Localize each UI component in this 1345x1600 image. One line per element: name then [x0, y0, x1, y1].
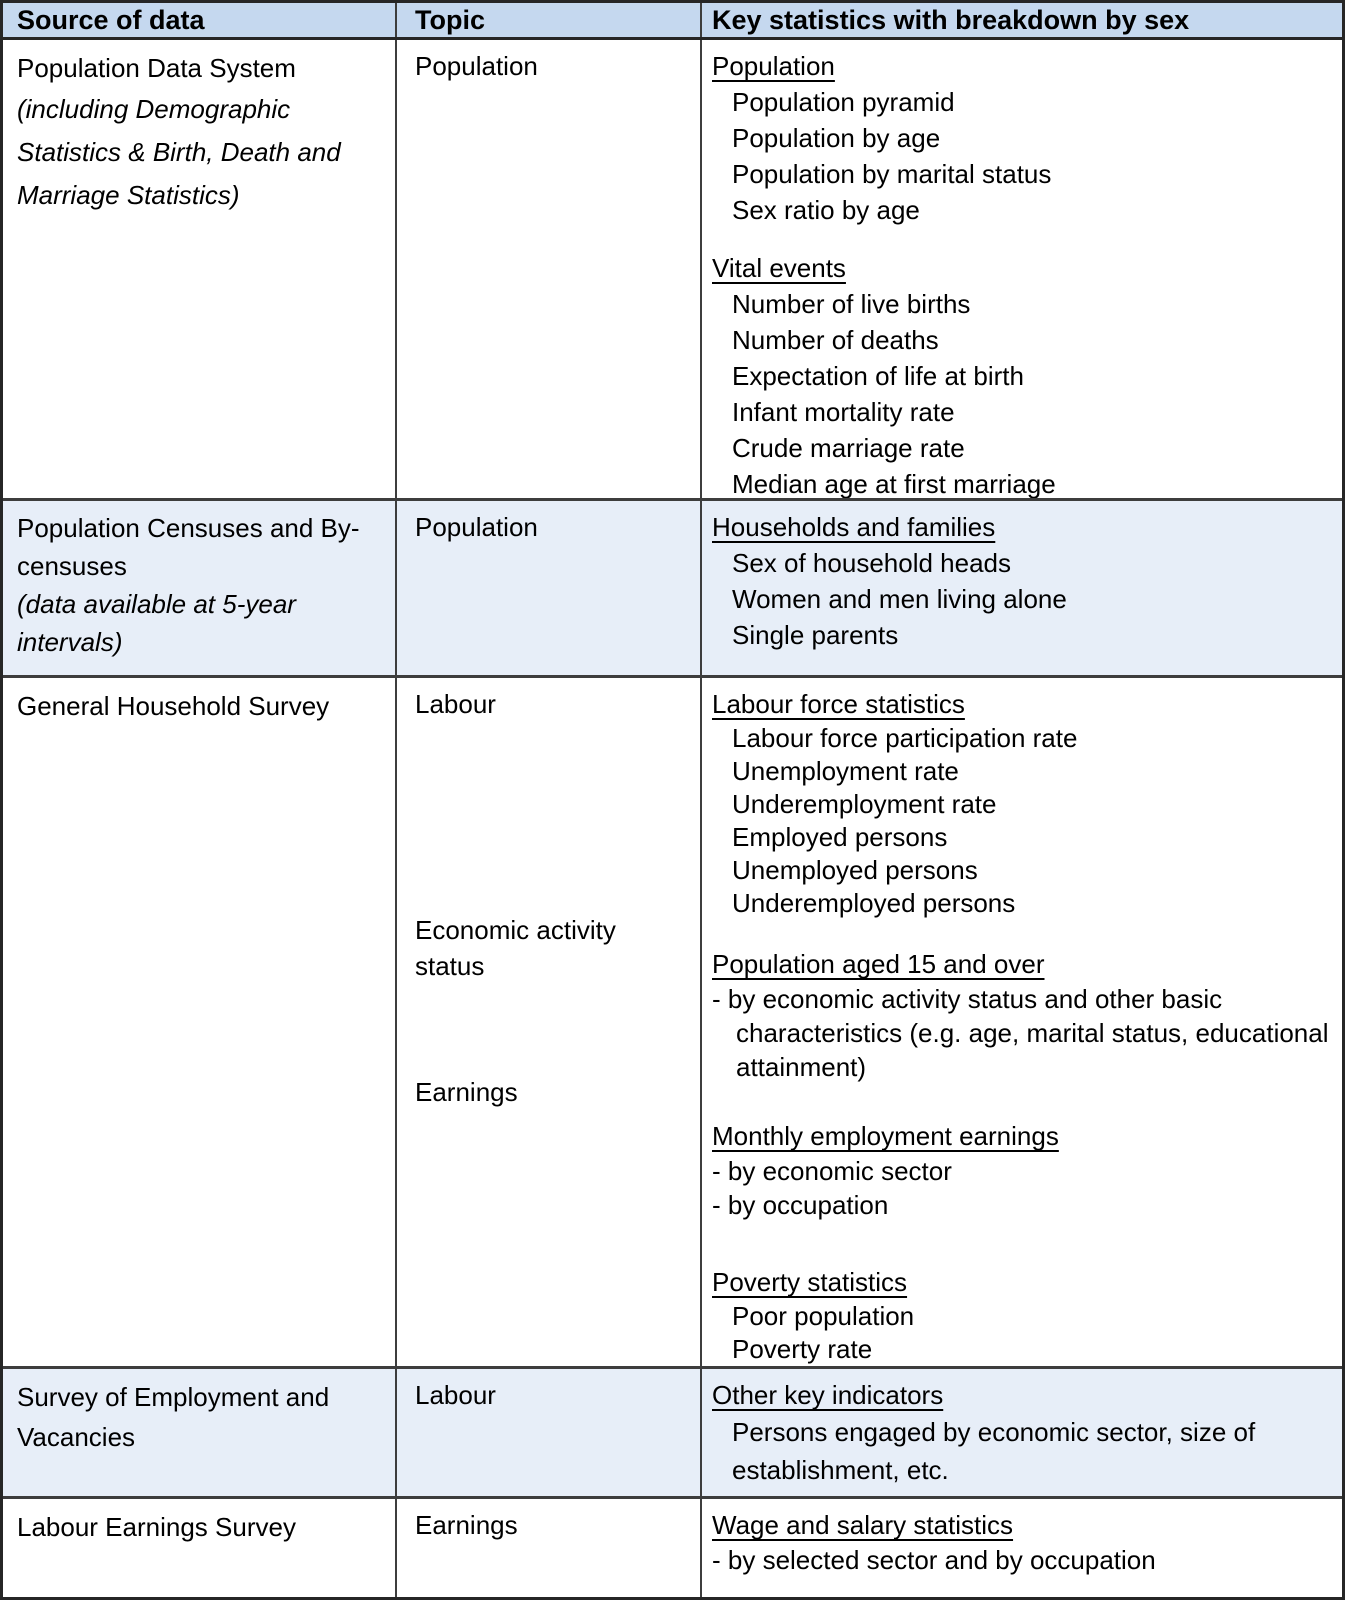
source-note: (including Demographic Statistics & Birth, Death and Marriage Statistics)	[17, 94, 341, 210]
source-cell	[3, 1499, 397, 1597]
topic-label: Earnings	[415, 1510, 518, 1540]
statistic-item: Poverty rate	[732, 1334, 873, 1364]
table-row-survey-of-employment-and-vacancies	[3, 1369, 1342, 1499]
topic-label-labour: Labour	[415, 689, 496, 719]
topic-label: Population	[415, 51, 538, 81]
section-heading: Other key indicators	[712, 1380, 944, 1410]
section-heading: Poverty statistics	[712, 1267, 908, 1297]
topic-cell	[397, 1369, 702, 1496]
statistic-item: Unemployed persons	[732, 855, 978, 885]
section-vital-events	[712, 246, 1332, 498]
topic-label: Labour	[415, 1380, 496, 1410]
source-name: General Household Survey	[17, 691, 330, 721]
statistic-item: Poor population	[732, 1301, 915, 1331]
section-population	[712, 44, 1332, 228]
section-heading: Households and families	[712, 512, 996, 542]
topic-cell	[397, 501, 702, 675]
topic-cell	[397, 678, 702, 1366]
source-name: Survey of Employment and Vacancies	[17, 1382, 330, 1452]
source-name: Population Censuses and By-censuses	[17, 513, 360, 581]
section-heading: Vital events	[712, 253, 846, 283]
source-cell	[3, 40, 397, 498]
table-row-population-censuses	[3, 501, 1342, 678]
statistic-item: Persons engaged by economic sector, size of establishment, etc.	[732, 1417, 1256, 1485]
section-population-aged-15-and-over	[712, 942, 1332, 1084]
source-note: (data available at 5-year intervals)	[17, 589, 296, 657]
table-header-row	[3, 3, 1342, 40]
topic-label-earnings: Earnings	[415, 1077, 518, 1107]
topic-cell	[397, 40, 702, 498]
section-heading: Labour force statistics	[712, 689, 965, 719]
header-topic: Topic	[397, 3, 702, 37]
source-name: Labour Earnings Survey	[17, 1512, 296, 1542]
section-other-key-indicators	[712, 1373, 1332, 1489]
statistic-dash-item: - by occupation	[712, 1190, 889, 1220]
topic-label: Population	[415, 512, 538, 542]
source-cell	[3, 501, 397, 675]
statistic-item: Infant mortality rate	[732, 397, 955, 427]
statistic-item: Population by age	[732, 123, 941, 153]
key-statistics-cell	[702, 1369, 1342, 1496]
section-heading: Population	[712, 51, 835, 81]
statistic-item: Sex of household heads	[732, 548, 1011, 578]
section-households-and-families	[712, 505, 1332, 653]
section-heading: Monthly employment earnings	[712, 1121, 1059, 1151]
section-heading: Wage and salary statistics	[712, 1510, 1014, 1540]
section-monthly-employment-earnings	[712, 1114, 1332, 1222]
header-key-statistics: Key statistics with breakdown by sex	[712, 5, 1190, 35]
statistic-item: Number of live births	[732, 289, 971, 319]
statistic-item: Number of deaths	[732, 325, 939, 355]
source-cell	[3, 678, 397, 1366]
source-name: Population Data System	[17, 53, 296, 83]
statistic-dash-item: - by selected sector and by occupation	[712, 1545, 1156, 1575]
topic-cell	[397, 1499, 702, 1597]
key-statistics-cell	[702, 501, 1342, 675]
statistic-item: Labour force participation rate	[732, 723, 1078, 753]
section-heading: Population aged 15 and over	[712, 949, 1045, 979]
statistic-item: Population by marital status	[732, 159, 1052, 189]
statistic-item: Single parents	[732, 620, 899, 650]
table-row-general-household-survey	[3, 678, 1342, 1369]
statistic-item: Sex ratio by age	[732, 195, 920, 225]
section-labour-force-statistics	[712, 682, 1332, 920]
key-statistics-cell	[702, 678, 1342, 1366]
section-wage-and-salary-statistics	[712, 1503, 1332, 1577]
topic-label-economic-activity-status: Economic activity status	[415, 915, 616, 981]
statistic-item: Underemployment rate	[732, 789, 997, 819]
statistic-dash-item: - by economic activity status and other basic characteristics (e.g. age, marital status, educational attainment)	[712, 984, 1329, 1082]
header-source-of-data: Source of data	[3, 3, 397, 37]
statistic-item: Crude marriage rate	[732, 433, 965, 463]
statistic-item: Population pyramid	[732, 87, 955, 117]
statistic-item: Employed persons	[732, 822, 948, 852]
statistic-item: Underemployed persons	[732, 888, 1016, 918]
key-statistics-cell	[702, 40, 1342, 498]
section-poverty-statistics	[712, 1260, 1332, 1366]
table-row-labour-earnings-survey	[3, 1499, 1342, 1597]
statistic-item: Unemployment rate	[732, 756, 959, 786]
statistic-item: Women and men living alone	[732, 584, 1067, 614]
statistic-dash-item: - by economic sector	[712, 1156, 952, 1186]
statistic-item: Median age at first marriage	[732, 469, 1056, 498]
table-row-population-data-system	[3, 40, 1342, 501]
source-cell	[3, 1369, 397, 1496]
statistic-item: Expectation of life at birth	[732, 361, 1024, 391]
key-statistics-cell	[702, 1499, 1342, 1597]
